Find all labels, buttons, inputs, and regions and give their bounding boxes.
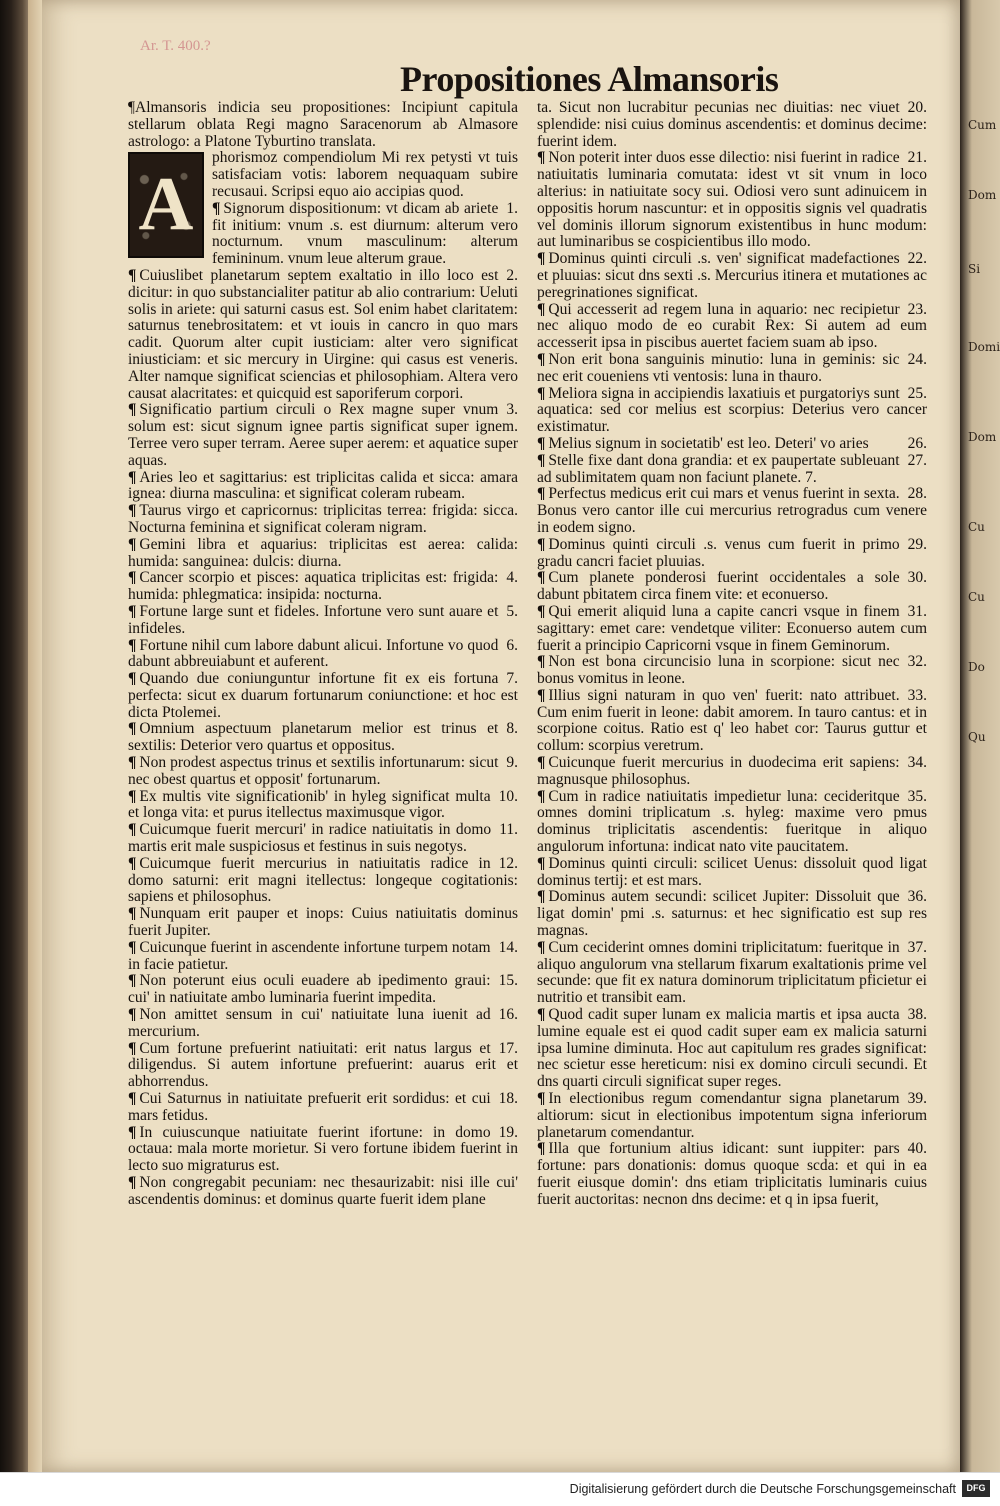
proposition-number: 32.: [907, 653, 927, 671]
proposition-text: Gemini libra et aquarius: triplicitas est aerea: calida: humida: sanguinea: dulcis: diurna.: [128, 535, 518, 570]
proposition-text: Ex multis vite significationib' in hyleg significat multa et longa vita: et purus itellectus maximusque vigor.: [128, 787, 491, 822]
proposition-text: Non poterit inter duos esse dilectio: nisi fuerint in radice natiuitatis luminaria comutata: idest vt sit vnum in loco alterius: in natiuitate socy sui. Odiosi vero sunt adinuicem in oppositis horum nascuntur: et in oppositis signis vel quadratis vel dominis illorum signorum existentibus in hunc modum: aut luminaribus se cospicientibus illo modo.: [537, 149, 927, 251]
proposition-text: Qui accesserit ad regem luna in aquario: nec recipietur nec aliquo modo de eo curabit Rex: Si autem ad eum accesserit ipsa in piscibus auertet faciem suam ab ipso.: [537, 300, 927, 352]
proposition-text: Cui Saturnus in natiuitate prefuerit erit sordidus: et cui mars fetidus.: [128, 1090, 491, 1124]
proposition-item: [537, 789, 927, 856]
proposition-text: Non est bona circuncisio luna in scorpione: sicut nec bonus vomitus in leone.: [537, 653, 900, 688]
proposition-text: Cum in radice natiuitatis impedietur luna: cecideritque omnes domini triplicatum .s. hyleg: maxime vero pmus dominus triplicitatis ascendentis: fueritque in aliquo angulorum infortuna: indicat nato vite paucitatem.: [537, 787, 927, 856]
proposition-text: Aries leo et sagittarius: est triplicitas calida et sicca: amara ignea: diurna masculina: et significat coleram rubeam.: [128, 468, 518, 503]
facing-page-word: Domi: [968, 340, 1000, 354]
proposition-text: Cuicunque fuerit mercurius in duodecima erit sapiens: magnusque philosophus.: [537, 754, 900, 788]
proposition-item: [128, 856, 518, 906]
proposition-item: [537, 688, 927, 755]
intro-paragraph: [128, 100, 518, 150]
pilcrow-icon: ¶: [128, 266, 137, 284]
proposition-item: [128, 402, 518, 469]
pilcrow-icon: ¶: [128, 1174, 137, 1191]
facing-page-word: Si: [968, 262, 981, 276]
pilcrow-icon: ¶: [537, 434, 546, 452]
pilcrow-icon: ¶: [537, 754, 546, 772]
pilcrow-icon: ¶: [128, 938, 137, 956]
proposition-item: [128, 537, 518, 571]
intro-text: Almansoris indicia seu propositiones: Incipiunt capitula stellarum oblata Regi magno Saracenorum ab Almasore astrologo: a Platone Tyburtino translata.: [128, 100, 518, 150]
proposition-item: [537, 940, 927, 1007]
proposition-text: Omnium aspectuum planetarum melior est trinus et sextilis: Deterior vero quartus et oppositus.: [128, 720, 499, 755]
proposition-item: [128, 470, 518, 504]
right-propositions-list: [537, 150, 927, 1208]
pilcrow-icon: ¶: [537, 350, 546, 368]
dfg-logo-icon: DFG: [962, 1480, 990, 1497]
proposition-number: 39.: [907, 1090, 927, 1108]
proposition-number: 36.: [907, 888, 927, 906]
pilcrow-icon: ¶: [537, 1006, 546, 1024]
proposition-number: 9.: [506, 754, 518, 772]
proposition-text: Significatio partium circuli o Rex magne super vnum solum est: sicut signum ignee partis significat super ignem. Terree vero super terram. Aeree super aerem: et aquatice super aquas.: [128, 401, 518, 469]
proposition-text: Perfectus medicus erit cui mars et venus fuerint in sexta. Bonus vero cantor ille cui mercurius retrogradus cum venere in eodem signo.: [537, 485, 927, 536]
left-text-column: [128, 100, 518, 1420]
proposition-item: [537, 604, 927, 654]
proposition-item: [128, 268, 518, 402]
pilcrow-icon: ¶: [537, 451, 546, 469]
proposition-text: Nunquam erit pauper et inops: Cuius natiuitatis dominus fuerit Jupiter.: [128, 905, 518, 940]
proposition-item: [537, 856, 927, 890]
pilcrow-icon: ¶: [128, 787, 137, 805]
pilcrow-icon: ¶: [537, 535, 546, 553]
proposition-text: Cancer scorpio et pisces: aquatica triplicitas est: frigida: humida: phlegmatica: insipida: nocturna.: [128, 569, 499, 604]
proposition-item: [537, 486, 927, 536]
proposition-item: [537, 889, 927, 939]
proposition-number: 3.: [506, 401, 518, 419]
proposition-item: [537, 302, 927, 352]
proposition-text: Taurus virgo et capricornus: triplicitas terrea: frigida: sicca. Nocturna feminina et significat coleram nigram.: [128, 502, 518, 536]
proposition-number: 14.: [498, 938, 518, 956]
proposition-number: 37.: [907, 938, 927, 956]
proposition-number: 17.: [498, 1039, 518, 1057]
proposition-number: 26.: [907, 434, 927, 452]
proposition-text: In electionibus regum comendantur signa planetarum altiorum: sicut in electionibus impotentum signa inferiorum planetarum comendantur.: [537, 1090, 927, 1141]
proposition-text: Meliora signa in accipiendis laxatiuis et purgatoriys sunt aquatica: sed cor melius est scorpius: Deterius vero cancer existimatur.: [537, 384, 927, 436]
proposition-number: 12.: [498, 854, 518, 872]
proposition-number: 30.: [907, 569, 927, 587]
initial-paragraph-text: phorismoz compendiolum Mi rex petysti vt tuis satisfaciam votis: laborem nequaquam subire recusaui. Scripsi equo aio accipias quod.: [212, 149, 518, 200]
proposition-number: 24.: [907, 350, 927, 368]
pilcrow-icon: ¶: [128, 636, 137, 654]
proposition-item: [128, 1041, 518, 1091]
proposition-text: Melius signum in societatib' est leo. Deteri' vo aries: [548, 434, 869, 452]
pilcrow-icon: ¶: [128, 1006, 137, 1024]
proposition-item: [537, 352, 927, 386]
facing-page-word: Do: [968, 660, 985, 674]
proposition-number: 4.: [506, 569, 518, 587]
proposition-item: [128, 1007, 518, 1041]
proposition-item: [537, 453, 927, 487]
proposition-number: 40.: [907, 1140, 927, 1158]
proposition-text: Non erit bona sanguinis minutio: luna in geminis: sic nec erit coueniens vti ventosis: luna in thauro.: [537, 350, 900, 385]
proposition-number: 18.: [498, 1090, 518, 1108]
pilcrow-icon: ¶: [128, 1090, 137, 1108]
shelfmark-annotation: Ar. T. 400.?: [140, 38, 211, 54]
proposition-text: Qui emerit aliquid luna a capite cancri vsque in finem sagittary: emet care: vendetque viliter: Econuerso autem cum fuerit a principio Capricorni vsque in finem Geminorum.: [537, 602, 927, 654]
page-edges: [28, 0, 42, 1472]
proposition-item: [537, 755, 927, 789]
proposition-item: [128, 604, 518, 638]
book-binding-shadow: [0, 0, 28, 1472]
proposition-text: Cuicumque fuerit mercuri' in radice natiuitatis in domo martis erit male suspiciosus et festinus in suis negotys.: [128, 821, 492, 856]
proposition-number: 6.: [506, 636, 518, 654]
proposition-number: 34.: [907, 754, 927, 772]
proposition-item: [537, 436, 927, 453]
proposition-item: [128, 973, 518, 1007]
proposition-text: Fortune nihil cum labore dabunt alicui. Infortune vo quod dabunt abbreuiabunt et auferent.: [128, 636, 499, 671]
pilcrow-icon: ¶: [128, 1123, 137, 1141]
pilcrow-icon: ¶: [128, 1039, 137, 1057]
pilcrow-icon: ¶: [537, 653, 546, 671]
proposition-number: 21.: [907, 149, 927, 167]
proposition-item: [128, 755, 518, 789]
proposition-number: 19.: [498, 1123, 518, 1141]
digitization-footer: [0, 1472, 1000, 1506]
pilcrow-icon: ¶: [537, 149, 546, 167]
proposition-text: Cum fortune prefuerint natiuitati: erit natus largus et diligendus. Si autem infortune prefuerint: auarus erit et abhorrendus.: [128, 1039, 518, 1091]
proposition-item: [128, 638, 518, 672]
proposition-number: 7.: [506, 670, 518, 688]
pilcrow-icon: ¶: [212, 199, 221, 217]
proposition-text: Quod cadit super lunam ex malicia martis et ipsa aucta lumine equale est ei quod cadit super eam ex malicia saturni ipsa lumine diminuta. Hoc aut capitulum res grades significat: nec scietur esse hereticum: nisi ex domino circuli secundi. Et dns quarti circuli significat super reges.: [537, 1006, 927, 1091]
continued-proposition: [537, 100, 927, 150]
running-head: Propositiones Almansoris: [400, 59, 779, 99]
proposition-number: 20.: [907, 100, 927, 116]
proposition-number: 33.: [907, 686, 927, 704]
pilcrow-icon: ¶: [537, 569, 546, 587]
proposition-text: Illius signi naturam in quo ven' fuerit: nato attribuet. Cum enim fuerit in leone: dabit amorem. In tauro cantus: et in scorpione coitus. Ratio est q' leo habet cor: Taurus guttur et collum: scorpius veretrum.: [537, 686, 927, 755]
proposition-number: 16.: [498, 1006, 518, 1024]
proposition-item: [128, 789, 518, 823]
proposition-text: Cuicunque fuerint in ascendente infortune turpem notam in facie patietur.: [128, 938, 491, 973]
proposition-item: [537, 251, 927, 301]
pilcrow-icon: ¶: [128, 972, 137, 990]
proposition-text: Fortune large sunt et fideles. Infortune vero sunt auare et infideles.: [128, 602, 499, 637]
proposition-item: [128, 570, 518, 604]
pilcrow-icon: ¶: [537, 1140, 546, 1158]
pilcrow-icon: ¶: [537, 384, 546, 402]
proposition-text: Illa que fortunium altius idicant: sunt iuppiter: pars fortune: pars donationis: domus quoque scda: et qui in ea fuerit eiusque domin': dns etiam triplicitatis luminaris cuius fuerit auctoritas: necnon dns decime: et q in ipsa fuerit,: [537, 1140, 927, 1208]
proposition-text: Cum planete ponderosi fuerint occidentales a sole dabunt pbitatem circa finem vite: et econuerso.: [537, 569, 900, 604]
pilcrow-icon: ¶: [128, 821, 137, 839]
proposition-item: [537, 1007, 927, 1091]
proposition-text: Dominus autem secundi: scilicet Jupiter: Dissoluit que ligat domin' pmi .s. saturnus: et hec significatio est sup res magnas.: [537, 888, 927, 940]
pilcrow-icon: ¶: [128, 720, 137, 738]
footer-credit: Digitalisierung gefördert durch die Deutsche Forschungsgemeinschaft: [569, 1482, 956, 1496]
proposition-text: Non amittet sensum in cui' natiuitate luna iuenit ad mercurium.: [128, 1006, 491, 1040]
proposition-item: [128, 940, 518, 974]
proposition-number: 23.: [907, 300, 927, 318]
proposition-item: [128, 822, 518, 856]
proposition-text: Dominus quinti circuli .s. venus cum fuerit in primo gradu cancri faciet pluuias.: [537, 535, 900, 570]
proposition-number: 15.: [498, 972, 518, 990]
proposition-item: [537, 570, 927, 604]
proposition-item: [537, 150, 927, 251]
facing-page-word: Cu: [968, 590, 985, 604]
proposition-item: [128, 1125, 518, 1175]
proposition-text: Cuiuslibet planetarum septem exaltatio in illo loco est dicitur: in quo substancialiter patitur ab alio contrarium: Ueluti solis in ariete: qui saturni casus est. Sol enim habet claritatem: saturnus tenebrositatem: et vt iouis in cancro in quo mars cadit. Quorum alter cupit iusticiam: alter vero significat iniusticiam: et sic mercury in Uirgine: qui casus est veneris. Alter namque significat sciencias et philosophiam. Altera vero causat alacritates: et quicquid est saporiferum corpori.: [128, 266, 518, 402]
proposition-item: [128, 671, 518, 721]
proposition-text: In cuiuscunque natiuitate fuerint ifortune: in domo octaua: mala morte morietur. Si vero fortune ibidem fuerint in lecto suo migraturus est.: [128, 1123, 518, 1175]
proposition-number: 31.: [907, 602, 927, 620]
pilcrow-icon: ¶: [128, 468, 137, 486]
proposition-text: ta. Sicut non lucrabitur pecunias nec diuitias: nec viuet splendide: nisi cuius dominus ascendentis: et dominus decime: fuerint idem.: [537, 100, 927, 150]
proposition-number: 28.: [907, 485, 927, 503]
proposition-number: 5.: [506, 602, 518, 620]
proposition-item: [128, 1091, 518, 1125]
proposition-number: 11.: [499, 821, 518, 839]
proposition-item: [537, 1141, 927, 1208]
proposition-item: [128, 503, 518, 537]
proposition-number: 1.: [506, 199, 518, 217]
proposition-item: [537, 386, 927, 436]
proposition-item: [128, 906, 518, 940]
left-propositions-list: [128, 201, 518, 1209]
proposition-item: [128, 201, 518, 268]
proposition-number: 29.: [907, 535, 927, 553]
facing-page-word: Dom: [968, 430, 997, 444]
right-text-column: [537, 100, 927, 1420]
proposition-number: 10.: [498, 787, 518, 805]
pilcrow-icon: ¶: [128, 535, 137, 553]
proposition-number: 27.: [907, 451, 927, 469]
proposition-number: 8.: [506, 720, 518, 738]
proposition-text: Cuicumque fuerit mercurius in natiuitatis radice in domo saturni: erit magni itellectus: longeque cogitationis: sapiens et philosophus.: [128, 854, 518, 906]
pilcrow-icon: ¶: [537, 787, 546, 805]
decorated-initial: A: [128, 152, 204, 258]
pilcrow-icon: ¶: [537, 485, 546, 503]
proposition-text: Quando due coniunguntur infortune fit ex eis fortuna perfecta: sicut ex duarum fortunarum coniunctione: et hoc est dicta Ptolemei.: [128, 670, 518, 721]
proposition-text: Dominus quinti circuli .s. ven' significat madefactiones et pluuias: sicut dns sexti .s. Mercurius itinera et mutationes ac peregrinationes significat.: [537, 250, 927, 301]
facing-page-edge: [960, 0, 1000, 1472]
proposition-text: Dominus quinti circuli: scilicet Uenus: dissoluit quod ligat dominus tertij: et est mars.: [537, 854, 927, 889]
proposition-item: [537, 537, 927, 571]
proposition-item: [128, 1175, 518, 1209]
proposition-item: [537, 654, 927, 688]
proposition-item: [128, 721, 518, 755]
pilcrow-icon: ¶: [128, 602, 137, 620]
pilcrow-icon: ¶: [537, 686, 546, 704]
pilcrow-icon: ¶: [128, 401, 137, 419]
facing-page-word: Cu: [968, 520, 985, 534]
facing-page-word: Dom: [968, 188, 997, 202]
pilcrow-icon: ¶: [128, 502, 137, 520]
proposition-text: Non poterunt eius oculi euadere ab ipedimento graui: cui' in natiuitate ambo luminaria fuerint impedita.: [128, 972, 491, 1007]
proposition-number: 2.: [506, 266, 518, 284]
pilcrow-icon: ¶: [537, 888, 546, 906]
pilcrow-icon: ¶: [537, 854, 546, 872]
pilcrow-icon: ¶: [537, 938, 546, 956]
pilcrow-icon: ¶: [128, 754, 137, 772]
proposition-text: Non congregabit pecuniam: nec thesaurizabit: nisi ille cui' ascendentis dominus: et dominus quarte fuerit idem plane: [128, 1174, 518, 1208]
proposition-item: [537, 1091, 927, 1141]
facing-page-word: Cum: [968, 118, 997, 132]
proposition-number: 22.: [907, 250, 927, 268]
pilcrow-icon: ¶: [537, 602, 546, 620]
proposition-number: 25.: [907, 384, 927, 402]
proposition-text: Signorum dispositionum: vt dicam ab ariete fit initium: vnum .s. est diurnum: alterum vero nocturnum. vnum masculinum: alterum femininum. vnum leue alterum graue.: [212, 199, 518, 268]
facing-page-word: Qu: [968, 730, 986, 744]
pilcrow-icon: ¶: [128, 854, 137, 872]
pilcrow-icon: ¶: [537, 1090, 546, 1108]
proposition-number: 35.: [907, 787, 927, 805]
proposition-text: Stelle fixe dant dona grandia: et ex paupertate subleuant ad sublimitatem quam non faciunt planete. 7.: [537, 451, 900, 486]
pilcrow-icon: ¶: [128, 569, 137, 587]
proposition-number: 38.: [907, 1006, 927, 1024]
pilcrow-icon: ¶: [128, 905, 137, 923]
pilcrow-icon: ¶: [537, 250, 546, 268]
pilcrow-icon: ¶: [128, 100, 136, 116]
proposition-text: Cum ceciderint omnes domini triplicitatum: fueritque in aliquo angulorum vna stellarum fixarum exaltationis prime vel secunde: que fit ex natura dominorum triplicitatum pficietur ei nutritio et transibit eam.: [537, 938, 927, 1007]
proposition-text: Non prodest aspectus trinus et sextilis infortunarum: sicut nec obest quartus et opposit' fortunarum.: [128, 754, 499, 788]
pilcrow-icon: ¶: [537, 300, 546, 318]
pilcrow-icon: ¶: [128, 670, 137, 688]
